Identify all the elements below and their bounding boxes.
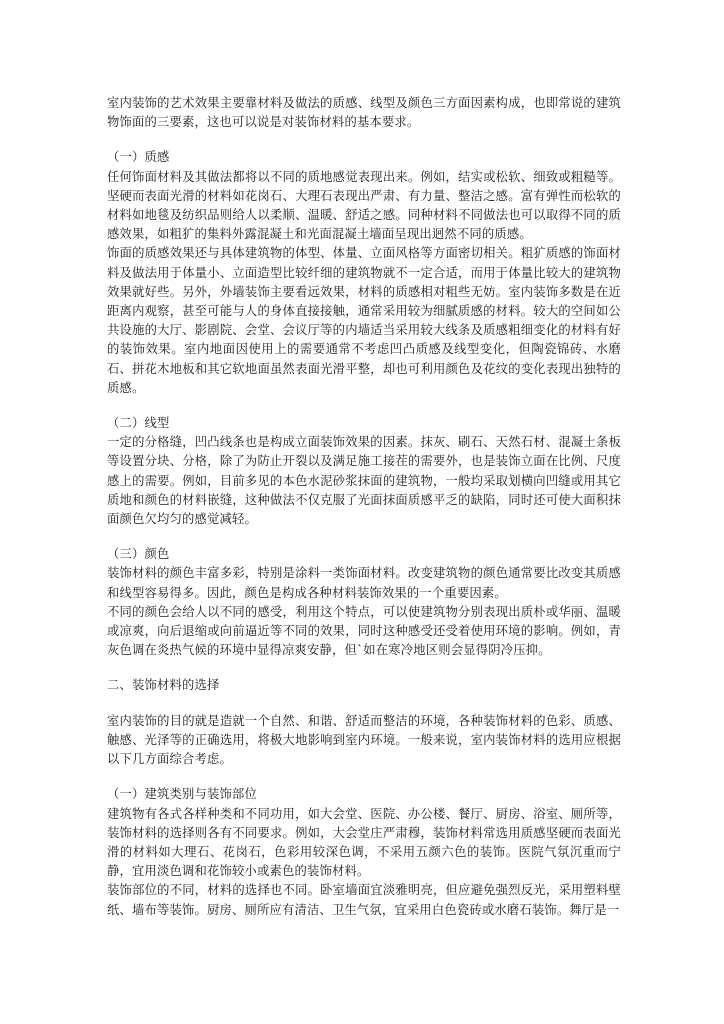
section-building-type-heading: （一）建筑类别与装饰部位 (107, 787, 257, 802)
section-building-type-paragraph-1: 建筑物有各式各样种类和不同功用，如大会堂、医院、办公楼、餐厅、厨房、浴室、厕所等，装饰材料的选择则各有不同要求。例如，大会堂庄严肃穆，装饰材料常选用质感坚硬而表面光滑的材料如大理石、花岗石，色彩用较深色调，不采用五颜六色的装饰。医院气氛沉重而宁静，宜用淡色调和花饰较小或素色的装饰材料。 (107, 806, 621, 879)
section-color-paragraph-2: 不同的颜色会给人以不同的感受，利用这个特点，可以使建筑物分别表现出质朴或华丽、温暖或凉爽，向后退缩或向前逼近等不同的效果，同时这种感受还受着使用环境的影响。例如，青灰色调在炎热气候的环境中显得凉爽安静，但`如在寒冷地区则会显得阴冷压抑。 (107, 604, 621, 658)
intro-paragraph: 室内装饰的艺术效果主要靠材料及做法的质感、线型及颜色三方面因素构成，也即常说的建筑物饰面的三要素，这也可以说是对装饰材料的基本要求。 (107, 96, 621, 130)
part-two-intro-paragraph: 室内装饰的目的就是造就一个自然、和谐、舒适而整洁的环境，各种装饰材料的色彩、质感、触感、光泽等的正确选用，将极大地影响到室内环境。一般来说，室内装饰材料的选用应根据以下几方面综合考虑。 (107, 713, 621, 767)
section-texture-heading: （一）质感 (107, 150, 170, 165)
section-texture-paragraph-1: 任何饰面材料及其做法都将以不同的质地感觉表现出来。例如，结实或松软、细致或粗糙等。坚硬而表面光滑的材料如花岗石、大理石表现出严肃、有力量、整洁之感。富有弹性而松软的材料如地毯及纺织品则给人以柔顺、温暖、舒适之感。同种材料不同做法也可以取得不同的质感效果，如粗犷的集料外露混凝土和光面混凝土墙面呈现出迥然不同的质感。 (107, 169, 621, 242)
document-page (107, 94, 621, 920)
section-building-type-paragraph-2: 装饰部位的不同，材料的选择也不同。卧室墙面宜淡雅明亮，但应避免强烈反光，采用塑料壁纸、墙布等装饰。厨房、厕所应有清洁、卫生气氛，宜采用白色瓷砖或水磨石装饰。舞厅是一 (107, 883, 621, 917)
section-line-heading: （二）线型 (107, 416, 170, 431)
section-color-heading: （三）颜色 (107, 547, 170, 562)
section-line-paragraph-1: 一定的分格缝，凹凸线条也是构成立面装饰效果的因素。抹灰、刷石、天然石材、混凝土条板等设置分块、分格，除了为防止开裂以及满足施工接茬的需要外，也是装饰立面在比例、尺度感上的需要。例如，目前多见的本色水泥砂浆抹面的建筑物，一般均采取划横向凹缝或用其它质地和颜色的材料嵌缝，这种做法不仅克服了光面抹面质感平乏的缺陷，同时还可使大面积抹面颜色欠均匀的感觉减轻。 (107, 435, 621, 527)
part-two-heading: 二、装饰材料的选择 (107, 678, 220, 693)
section-color-paragraph-1: 装饰材料的颜色丰富多彩，特别是涂料一类饰面材料。改变建筑物的颜色通常要比改变其质感和线型容易得多。因此，颜色是构成各种材料装饰效果的一个重要因素。 (107, 566, 621, 600)
section-texture-paragraph-2: 饰面的质感效果还与具体建筑物的体型、体量、立面风格等方面密切相关。粗犷质感的饰面材料及做法用于体量小、立面造型比较纤细的建筑物就不一定合适，而用于体量比较大的建筑物效果就好些。另外，外墙装饰主要看远效果，材料的质感相对粗些无妨。室内装饰多数是在近距离内观察，甚至可能与人的身体直接接触，通常采用较为细腻质感的材料。较大的空间如公共设施的大厅、影剧院、会堂、会议厅等的内墙适当采用较大线条及质感粗细变化的材料有好的装饰效果。室内地面因使用上的需要通常不考虑凹凸质感及线型变化，但陶瓷锦砖、水磨石、拼花木地板和其它软地面虽然表面光滑平整，却也可利用颜色及花纹的变化表现出独特的质感。 (107, 246, 621, 395)
